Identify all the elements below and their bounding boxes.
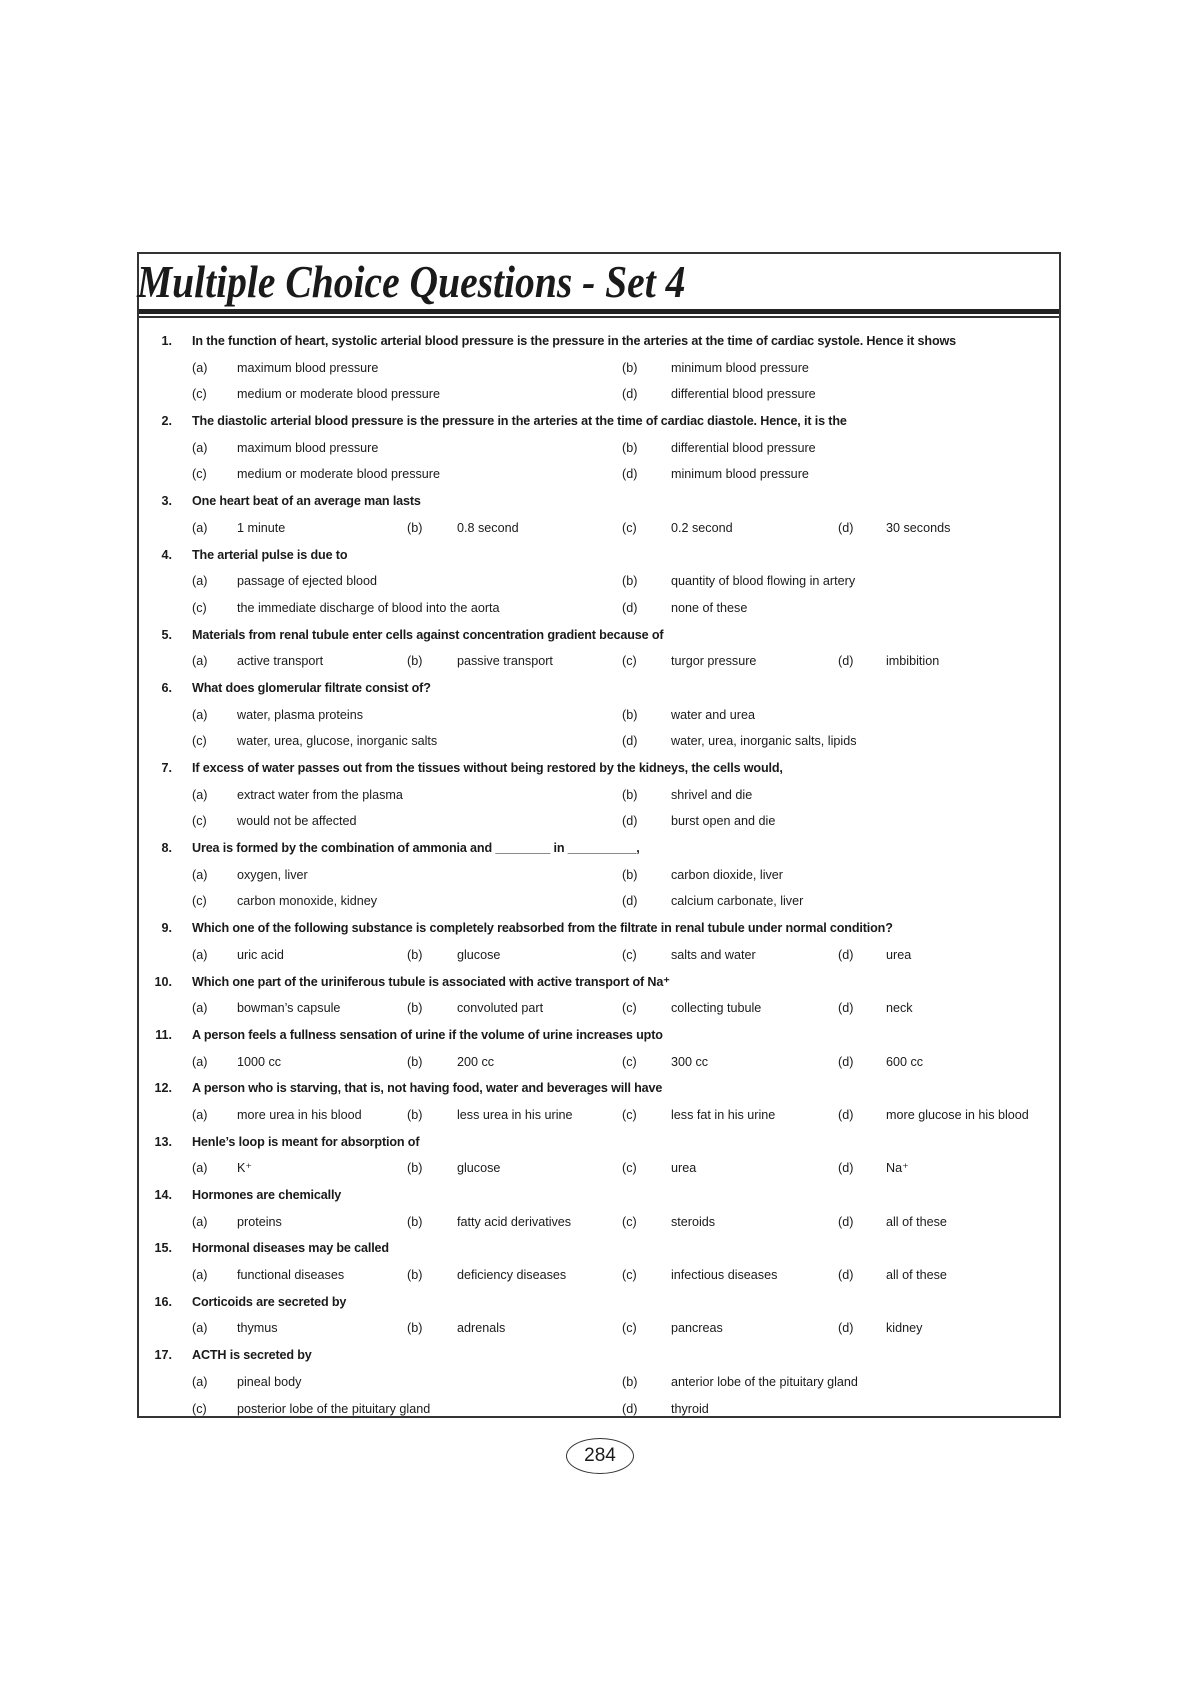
option-text: differential blood pressure — [671, 387, 816, 402]
options-row — [139, 1049, 1059, 1076]
option-label: (b) — [407, 1001, 423, 1016]
option-text: more glucose in his blood — [886, 1107, 1029, 1122]
option-text: extract water from the plasma — [237, 787, 403, 802]
option-label: (b) — [622, 440, 638, 455]
option-text: water, urea, inorganic salts, lipids — [671, 734, 857, 749]
question-row — [139, 1022, 1059, 1049]
option-label: (d) — [838, 947, 854, 962]
option-label: (a) — [192, 654, 208, 669]
option-label: (a) — [192, 867, 208, 882]
option-label: (a) — [192, 1374, 208, 1389]
question-number: 3. — [161, 494, 172, 509]
option-label: (b) — [407, 1107, 423, 1122]
option-label: (d) — [622, 600, 638, 615]
options-row — [139, 862, 1059, 889]
question-number: 6. — [161, 680, 172, 695]
option-label: (d) — [838, 1001, 854, 1016]
question-number: 17. — [154, 1348, 172, 1363]
option-text: the immediate discharge of blood into the aorta — [237, 600, 500, 615]
option-label: (c) — [192, 894, 207, 909]
option-label: (c) — [622, 947, 637, 962]
option-text: maximum blood pressure — [237, 440, 379, 455]
title-rule-thin — [139, 316, 1059, 318]
option-text: 1000 cc — [237, 1054, 282, 1069]
options-row — [139, 1369, 1059, 1396]
options-row — [139, 648, 1059, 675]
option-label: (a) — [192, 947, 208, 962]
option-text: infectious diseases — [671, 1268, 778, 1283]
option-label: (a) — [192, 1107, 208, 1122]
options-row — [139, 1396, 1059, 1423]
option-label: (b) — [622, 707, 638, 722]
option-text: 200 cc — [457, 1054, 495, 1069]
question-stem: Henle’s loop is meant for absorption of — [192, 1134, 420, 1149]
options-row — [139, 1209, 1059, 1236]
option-label: (a) — [192, 440, 208, 455]
option-text: imbibition — [886, 654, 940, 669]
option-text: less fat in his urine — [671, 1107, 776, 1122]
question-stem: Materials from renal tubule enter cells against concentration gradient because of — [192, 627, 664, 642]
options-row — [139, 728, 1059, 755]
option-text: proteins — [237, 1214, 282, 1229]
question-number: 12. — [154, 1081, 172, 1096]
option-text: none of these — [671, 600, 748, 615]
option-label: (a) — [192, 1001, 208, 1016]
question-row — [139, 1289, 1059, 1316]
option-label: (b) — [407, 1161, 423, 1176]
question-number: 1. — [161, 334, 172, 348]
option-text: carbon dioxide, liver — [671, 867, 784, 882]
option-text: pineal body — [237, 1374, 302, 1389]
option-text: passage of ejected blood — [237, 574, 378, 589]
option-text: 30 seconds — [886, 520, 951, 535]
option-text: deficiency diseases — [457, 1268, 567, 1283]
page-number: 284 — [566, 1438, 634, 1474]
option-label: (d) — [838, 1161, 854, 1176]
question-row — [139, 488, 1059, 515]
option-text: water, plasma proteins — [237, 707, 363, 722]
option-text: Na⁺ — [886, 1161, 909, 1176]
question-number: 7. — [161, 761, 172, 775]
question-row — [139, 675, 1059, 702]
option-label: (d) — [838, 1268, 854, 1283]
options-row — [139, 1155, 1059, 1182]
option-label: (c) — [622, 520, 637, 535]
question-number: 4. — [161, 547, 172, 562]
option-text: 1 minute — [237, 520, 286, 535]
option-label: (b) — [622, 867, 638, 882]
options-row — [139, 515, 1059, 542]
option-text: fatty acid derivatives — [457, 1214, 572, 1229]
title-rule-thick — [139, 309, 1059, 314]
option-label: (a) — [192, 707, 208, 722]
option-label: (a) — [192, 1268, 208, 1283]
option-label: (d) — [838, 1054, 854, 1069]
option-text: shrivel and die — [671, 787, 753, 802]
option-text: 300 cc — [671, 1054, 709, 1069]
question-number: 9. — [161, 921, 172, 936]
option-text: minimum blood pressure — [671, 467, 809, 482]
option-label: (d) — [622, 734, 638, 749]
option-label: (d) — [622, 814, 638, 829]
question-row — [139, 1182, 1059, 1209]
option-text: turgor pressure — [671, 654, 757, 669]
question-row — [139, 835, 1059, 862]
option-label: (d) — [622, 894, 638, 909]
option-text: would not be affected — [237, 814, 357, 829]
question-row — [139, 915, 1059, 942]
option-text: water, urea, glucose, inorganic salts — [237, 734, 438, 749]
options-row — [139, 888, 1059, 915]
option-label: (c) — [192, 734, 207, 749]
option-text: water and urea — [671, 707, 756, 722]
option-label: (a) — [192, 1161, 208, 1176]
option-label: (d) — [622, 387, 638, 402]
options-row — [139, 1315, 1059, 1342]
question-stem: The diastolic arterial blood pressure is the pressure in the arteries at the time of cardiac diastole. Hence, it is the — [192, 414, 847, 429]
question-list — [139, 328, 1059, 1422]
option-text: thymus — [237, 1321, 278, 1336]
options-row — [139, 568, 1059, 595]
option-label: (a) — [192, 787, 208, 802]
option-text: oxygen, liver — [237, 867, 308, 882]
option-label: (b) — [407, 1054, 423, 1069]
option-text: convoluted part — [457, 1001, 544, 1016]
option-label: (a) — [192, 574, 208, 589]
question-stem: Which one of the following substance is completely reabsorbed from the filtrate in renal tubule under normal condition? — [192, 921, 893, 936]
option-text: all of these — [886, 1268, 947, 1283]
option-text: bowman’s capsule — [237, 1001, 341, 1016]
option-text: 600 cc — [886, 1054, 924, 1069]
question-number: 8. — [161, 841, 172, 856]
question-number: 14. — [154, 1188, 172, 1202]
option-label: (b) — [407, 1268, 423, 1283]
option-text: calcium carbonate, liver — [671, 894, 804, 909]
option-text: steroids — [671, 1214, 716, 1229]
question-number: 16. — [154, 1294, 172, 1309]
title-text: Multiple Choice Questions - Set 4 — [137, 256, 686, 307]
question-row — [139, 542, 1059, 569]
option-label: (b) — [407, 520, 423, 535]
option-label: (d) — [838, 1214, 854, 1229]
option-label: (d) — [838, 1107, 854, 1122]
option-text: passive transport — [457, 654, 553, 669]
option-label: (c) — [192, 387, 207, 402]
option-label: (b) — [622, 787, 638, 802]
question-number: 5. — [161, 627, 172, 642]
option-label: (c) — [622, 1001, 637, 1016]
option-text: anterior lobe of the pituitary gland — [671, 1374, 858, 1389]
option-text: differential blood pressure — [671, 440, 816, 455]
option-text: minimum blood pressure — [671, 360, 809, 375]
option-text: salts and water — [671, 947, 756, 962]
option-label: (b) — [407, 654, 423, 669]
option-label: (a) — [192, 1214, 208, 1229]
option-text: quantity of blood flowing in artery — [671, 574, 856, 589]
option-label: (c) — [622, 654, 637, 669]
option-text: maximum blood pressure — [237, 360, 379, 375]
option-label: (c) — [622, 1054, 637, 1069]
option-label: (b) — [622, 1374, 638, 1389]
option-label: (b) — [622, 574, 638, 589]
question-stem: Hormonal diseases may be called — [192, 1241, 389, 1256]
option-text: burst open and die — [671, 814, 776, 829]
option-label: (c) — [192, 814, 207, 829]
question-row — [139, 1342, 1059, 1369]
option-label: (d) — [838, 654, 854, 669]
option-label: (d) — [622, 467, 638, 482]
question-stem: Which one part of the uriniferous tubule is associated with active transport of Na⁺ — [192, 974, 670, 989]
option-label: (b) — [407, 1321, 423, 1336]
option-label: (c) — [622, 1107, 637, 1122]
options-row — [139, 381, 1059, 408]
options-row — [139, 1262, 1059, 1289]
option-label: (c) — [622, 1321, 637, 1336]
question-row — [139, 622, 1059, 649]
options-row — [139, 942, 1059, 969]
option-label: (d) — [838, 520, 854, 535]
option-label: (a) — [192, 360, 208, 375]
option-text: carbon monoxide, kidney — [237, 894, 378, 909]
question-row — [139, 1075, 1059, 1102]
option-label: (c) — [192, 1401, 207, 1416]
option-text: K⁺ — [237, 1161, 253, 1176]
option-label: (a) — [192, 1321, 208, 1336]
question-stem: A person who is starving, that is, not having food, water and beverages will have — [192, 1081, 663, 1096]
option-text: glucose — [457, 947, 501, 962]
option-text: functional diseases — [237, 1268, 345, 1283]
option-text: less urea in his urine — [457, 1107, 573, 1122]
question-number: 10. — [154, 974, 172, 989]
question-row — [139, 408, 1059, 435]
question-row — [139, 1235, 1059, 1262]
question-stem: If excess of water passes out from the tissues without being restored by the kidneys, the cells would, — [192, 761, 783, 775]
option-label: (b) — [407, 1214, 423, 1229]
option-text: adrenals — [457, 1321, 506, 1336]
option-label: (c) — [622, 1161, 637, 1176]
question-stem: What does glomerular filtrate consist of? — [192, 680, 431, 695]
option-text: medium or moderate blood pressure — [237, 467, 441, 482]
options-row — [139, 461, 1059, 488]
option-label: (c) — [622, 1268, 637, 1283]
options-row — [139, 782, 1059, 809]
option-text: more urea in his blood — [237, 1107, 362, 1122]
option-text: collecting tubule — [671, 1001, 762, 1016]
option-text: pancreas — [671, 1321, 723, 1336]
question-number: 2. — [161, 414, 172, 429]
options-row — [139, 808, 1059, 835]
option-text: kidney — [886, 1321, 923, 1336]
option-text: 0.2 second — [671, 520, 733, 535]
options-row — [139, 435, 1059, 462]
mcq-box — [137, 252, 1061, 1418]
options-row — [139, 1102, 1059, 1129]
question-row — [139, 1129, 1059, 1156]
option-text: uric acid — [237, 947, 284, 962]
option-label: (d) — [838, 1321, 854, 1336]
option-text: thyroid — [671, 1401, 709, 1416]
question-row — [139, 755, 1059, 782]
option-text: all of these — [886, 1214, 947, 1229]
options-row — [139, 595, 1059, 622]
options-row — [139, 995, 1059, 1022]
option-label: (c) — [192, 467, 207, 482]
question-stem: One heart beat of an average man lasts — [192, 494, 421, 509]
option-text: 0.8 second — [457, 520, 519, 535]
question-stem: Corticoids are secreted by — [192, 1294, 347, 1309]
option-label: (a) — [192, 1054, 208, 1069]
question-stem: In the function of heart, systolic arterial blood pressure is the pressure in the arteries at the time of cardiac systole. Hence it shows — [192, 334, 956, 348]
question-number: 13. — [154, 1134, 172, 1149]
options-row — [139, 702, 1059, 729]
option-text: medium or moderate blood pressure — [237, 387, 441, 402]
question-row — [139, 328, 1059, 355]
option-label: (b) — [622, 360, 638, 375]
option-label: (b) — [407, 947, 423, 962]
option-label: (c) — [192, 600, 207, 615]
options-row — [139, 355, 1059, 382]
question-stem: The arterial pulse is due to — [192, 547, 348, 562]
option-label: (a) — [192, 520, 208, 535]
question-stem: Urea is formed by the combination of ammonia and ________ in __________, — [192, 841, 640, 856]
option-text: active transport — [237, 654, 324, 669]
option-text: urea — [886, 947, 912, 962]
option-text: neck — [886, 1001, 913, 1016]
question-stem: Hormones are chemically — [192, 1188, 342, 1202]
question-row — [139, 969, 1059, 996]
option-text: glucose — [457, 1161, 501, 1176]
option-label: (d) — [622, 1401, 638, 1416]
question-number: 15. — [154, 1241, 172, 1256]
page-title — [139, 256, 1059, 308]
option-text: urea — [671, 1161, 697, 1176]
question-stem: A person feels a fullness sensation of urine if the volume of urine increases upto — [192, 1027, 663, 1042]
question-stem: ACTH is secreted by — [192, 1348, 312, 1363]
option-label: (c) — [622, 1214, 637, 1229]
option-text: posterior lobe of the pituitary gland — [237, 1401, 431, 1416]
question-number: 11. — [155, 1027, 172, 1042]
